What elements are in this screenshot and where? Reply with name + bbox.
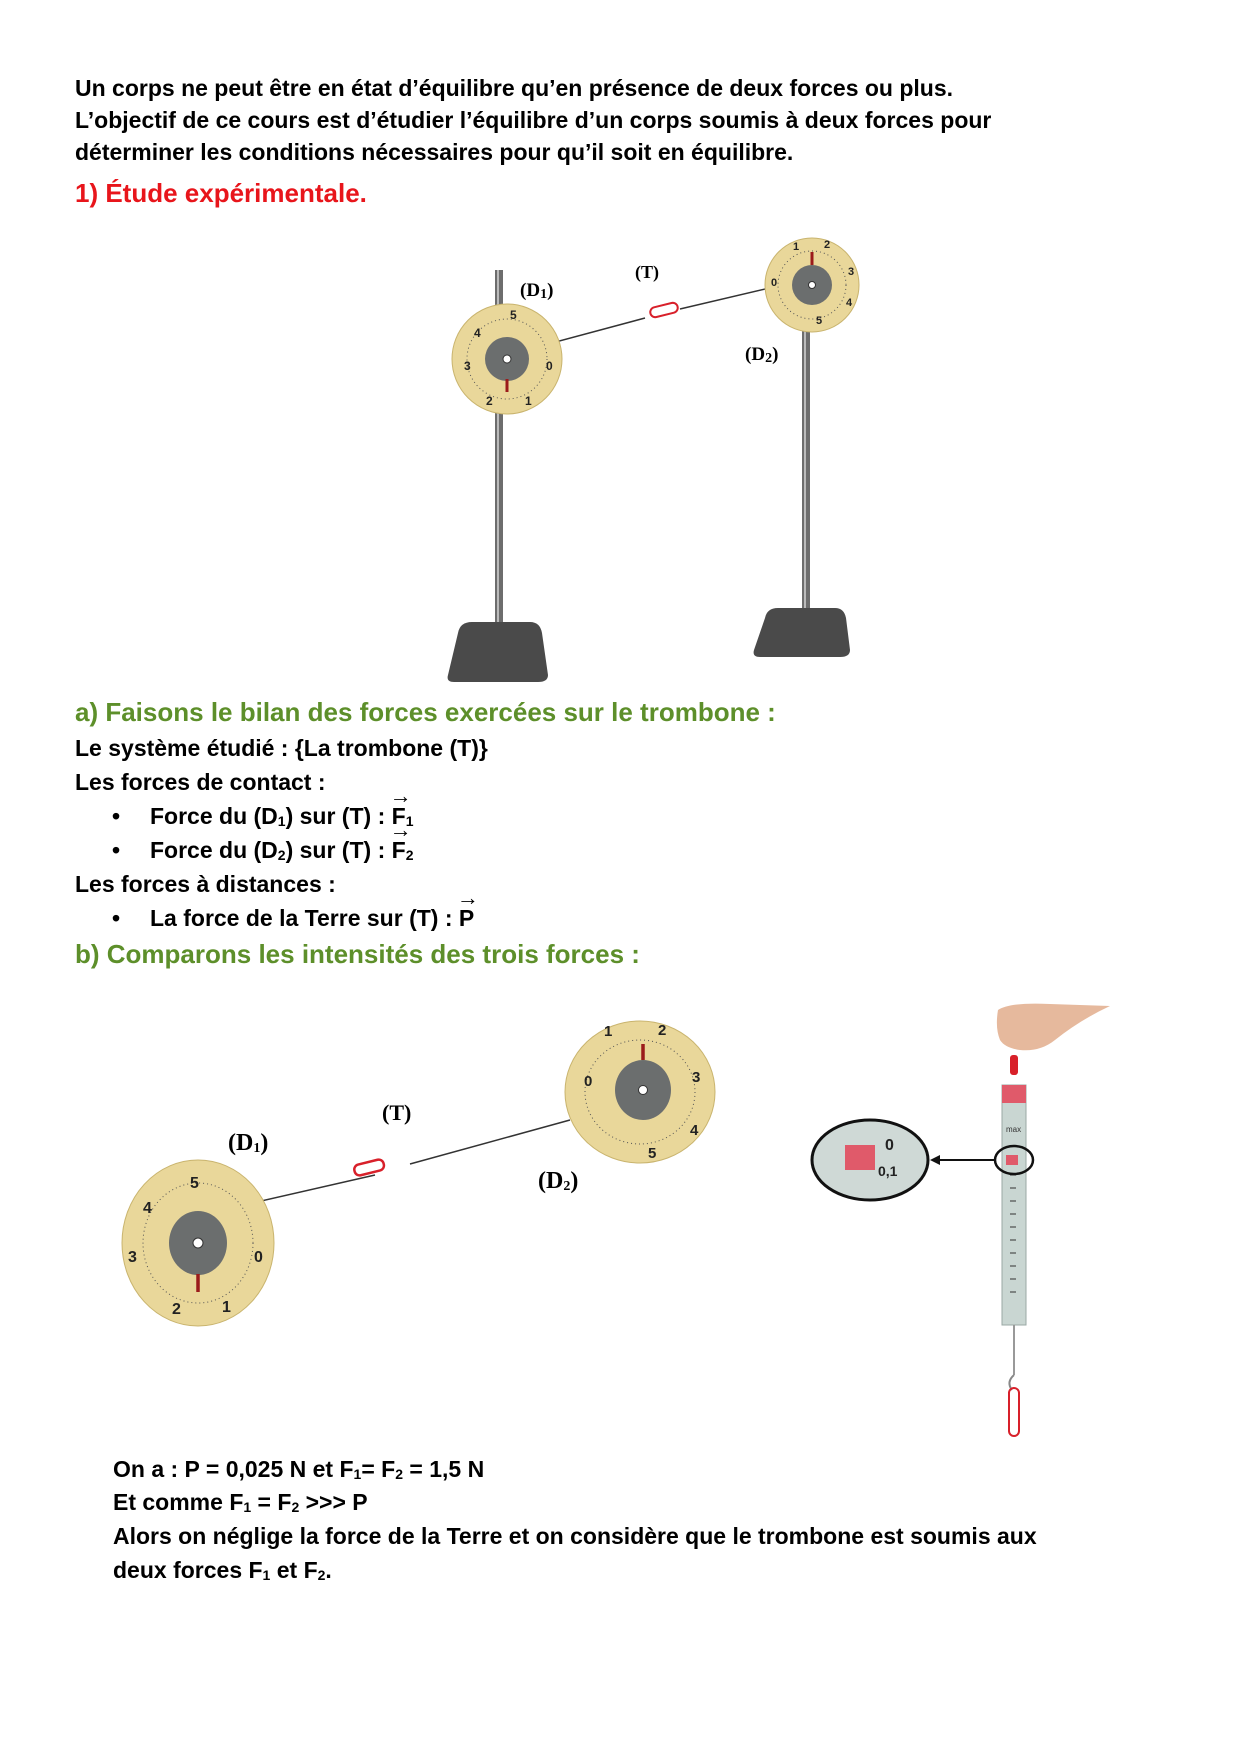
max-label: max: [1006, 1125, 1022, 1134]
label-text: (D: [228, 1130, 254, 1156]
figure-dynamometer: [810, 1000, 1120, 1460]
bullet-icon: •: [112, 803, 121, 829]
item-text: ) sur (T) :: [285, 803, 392, 829]
svg-text:4: 4: [143, 1200, 152, 1217]
svg-text:0: 0: [546, 359, 553, 373]
label-d2: [538, 1168, 578, 1195]
zoom-label-01: 0,1: [878, 1163, 898, 1179]
vector-symbol: F: [391, 837, 406, 863]
vector-arrow-icon: [392, 834, 414, 871]
item-text: Force du (D: [150, 837, 278, 863]
bullet-icon: •: [112, 837, 121, 863]
label-t: (T): [382, 1100, 412, 1125]
svg-text:5: 5: [648, 1145, 657, 1162]
text: et F: [270, 1557, 318, 1583]
intro-paragraph: [75, 72, 991, 168]
label-sub: 2: [765, 351, 773, 366]
system-line: Le système étudié : {La trombone (T)}: [75, 735, 488, 761]
label-d2: [745, 344, 778, 367]
text: .: [325, 1557, 332, 1583]
section-1-title: 1) Étude expérimentale.: [75, 178, 367, 208]
label-d1: [228, 1130, 268, 1157]
label-text: ): [260, 1130, 269, 1156]
figure-experimental-setup: [430, 220, 890, 690]
svg-text:2: 2: [658, 1022, 667, 1039]
svg-text:5: 5: [816, 315, 823, 327]
svg-text:2: 2: [172, 1301, 181, 1318]
svg-text:3: 3: [848, 266, 855, 278]
svg-text:4: 4: [846, 297, 853, 309]
intro-line: déterminer les conditions nécessaires pour qu’il soit en équilibre.: [75, 139, 794, 165]
section-a-title: a) Faisons le bilan des forces exercées sur le trombone :: [75, 697, 776, 727]
text: deux forces F: [113, 1557, 263, 1583]
label-text: (D: [520, 280, 541, 301]
intro-line: Un corps ne peut être en état d’équilibre qu’en présence de deux forces ou plus.: [75, 75, 954, 101]
figure-comparison: [110, 1000, 730, 1340]
label-text: ): [547, 280, 554, 301]
item-sub: 1: [277, 813, 286, 829]
vector-symbol: F: [391, 803, 406, 829]
svg-text:1: 1: [604, 1023, 613, 1040]
conclusion-line-3: Alors on néglige la force de la Terre et on considère que le trombone est soumis aux: [113, 1523, 1037, 1549]
distance-forces-heading: Les forces à distances :: [75, 871, 336, 897]
item-text: ) sur (T) :: [285, 837, 392, 863]
text: >>> P: [299, 1489, 368, 1515]
svg-text:5: 5: [510, 308, 517, 322]
dials-illustration: [110, 1000, 730, 1340]
label-sub: 1: [253, 1141, 261, 1156]
svg-text:1: 1: [525, 394, 532, 408]
sub: 1: [353, 1466, 362, 1482]
item-text: La force de la Terre sur (T) :: [150, 905, 459, 931]
section-b-title: b) Comparons les intensités des trois forces :: [75, 939, 640, 969]
vector-arrow-icon: [459, 902, 474, 934]
label-t: (T): [635, 262, 659, 282]
sub: 1: [262, 1567, 271, 1583]
label-text: (D: [745, 344, 766, 365]
label-text: ): [570, 1168, 579, 1194]
contact-forces-heading: Les forces de contact :: [75, 769, 326, 795]
label-d1: [520, 280, 553, 303]
vector-sub: 2: [405, 847, 414, 863]
svg-text:4: 4: [690, 1122, 699, 1139]
setup-illustration: [430, 220, 890, 690]
conclusion-line-1: [113, 1453, 484, 1490]
svg-text:0: 0: [254, 1249, 263, 1266]
force-item-f2: [112, 834, 413, 871]
svg-text:0: 0: [771, 277, 778, 289]
bullet-icon: •: [112, 905, 121, 931]
label-text: ): [772, 344, 779, 365]
zoom-label-0: 0: [885, 1137, 894, 1154]
sub: 2: [395, 1466, 404, 1482]
item-sub: 2: [277, 847, 286, 863]
vector-symbol: P: [458, 905, 475, 931]
svg-text:2: 2: [486, 394, 493, 408]
item-text: Force du (D: [150, 803, 278, 829]
svg-text:2: 2: [824, 239, 831, 251]
text: = 1,5 N: [403, 1456, 485, 1482]
label-text: (D: [538, 1168, 564, 1194]
conclusion-line-2: [113, 1486, 368, 1523]
svg-text:3: 3: [128, 1249, 137, 1266]
svg-text:5: 5: [190, 1175, 199, 1192]
svg-text:1: 1: [793, 241, 800, 253]
conclusion-line-4: [113, 1554, 332, 1591]
dynamometer-illustration: [810, 1000, 1120, 1460]
text: = F: [361, 1456, 396, 1482]
svg-text:3: 3: [692, 1069, 701, 1086]
text: On a : P = 0,025 N et F: [113, 1456, 354, 1482]
label-sub: 1: [540, 287, 548, 302]
svg-text:1: 1: [222, 1299, 231, 1316]
label-sub: 2: [563, 1179, 571, 1194]
sub: 2: [291, 1499, 300, 1515]
svg-text:0: 0: [584, 1073, 593, 1090]
svg-text:3: 3: [464, 359, 471, 373]
force-item-p: [112, 902, 474, 934]
force-item-f1: [112, 800, 413, 837]
sub: 2: [317, 1567, 326, 1583]
svg-text:4: 4: [474, 326, 481, 340]
text: Et comme F: [113, 1489, 244, 1515]
vector-sub: 1: [405, 813, 414, 829]
sub: 1: [243, 1499, 252, 1515]
text: = F: [251, 1489, 292, 1515]
intro-line: L’objectif de ce cours est d’étudier l’équilibre d’un corps soumis à deux forces pour: [75, 107, 992, 133]
